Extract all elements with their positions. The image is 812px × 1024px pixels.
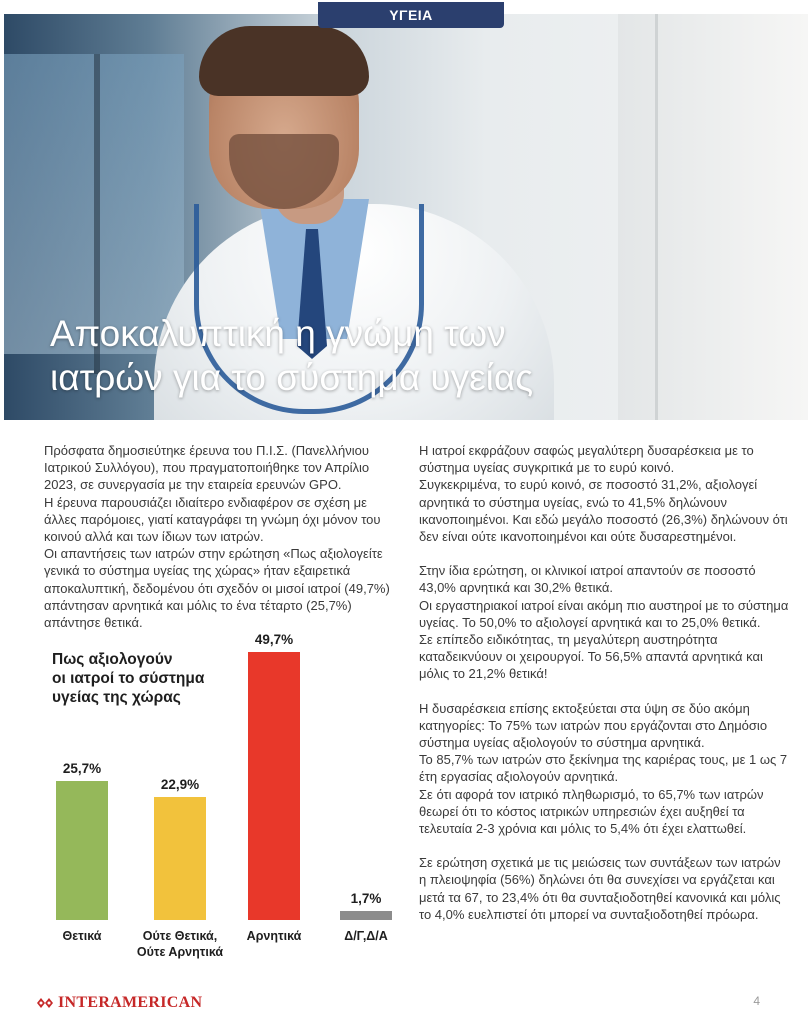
right-column xyxy=(419,442,791,923)
right-paragraph: Η δυσαρέσκεια επίσης εκτοξεύεται στα ύψη σε δύο ακόμη κατηγορίες: Το 75% των ιατρών που εργάζονται στο Δημόσιο σύστημα υγείας αξιολογούν το σύστημα αρνητικά. xyxy=(419,700,768,751)
brand-logo xyxy=(36,994,202,1012)
chart-category-label: Αρνητικά xyxy=(246,929,302,943)
doctor-hair xyxy=(199,26,369,96)
chart-bar xyxy=(154,797,206,920)
right-paragraph: Οι εργαστηριακοί ιατροί είναι ακόμη πιο αυστηροί με το σύστημα υγείας. Το 50,0% το αξιολογεί αρνητικά και το 25,0% θετικά. xyxy=(419,597,789,630)
left-paragraph: Οι απαντήσεις των ιατρών στην ερώτηση «Πως αξιολογείτε γενικά το σύστημα υγείας της χώρας» ήταν εξαιρετικά αποκαλυπτική, δεδομένου ότι σχεδόν οι μισοί ιατροί (49,7%) απάντησαν αρνητικά και μόλις το ένα τέταρτο (25,7%) απάντησε θετικά. xyxy=(44,546,390,631)
chart-bar xyxy=(56,781,108,920)
section-tab xyxy=(318,2,504,28)
right-paragraph: Στην ίδια ερώτηση, οι κλινικοί ιατροί απαντούν σε ποσοστό 43,0% αρνητικά και 30,2% θετικά. xyxy=(419,563,756,596)
right-paragraph: Σε επίπεδο ειδικότητας, τη μεγαλύτερη αυστηρότητα καταδεικνύουν οι χειρουργοί. Το 56,5% απαντά αρνητικά και μόλις το 21,2% θετικά! xyxy=(419,632,763,682)
brand-name: INTERAMERICAN xyxy=(58,994,203,1011)
right-paragraph: Συγκεκριμένα, το ευρύ κοινό, σε ποσοστό 31,2%, αξιολογεί αρνητικά το σύστημα υγείας, ενώ το 41,5% δηλώνουν ικανοποιημένοι. Και εδώ μεγάλο ποσοστό (26,3%) δηλώνουν ότι δεν είναι ούτε ικανοποιημένοι και ούτε δυσαρεστημένοι. xyxy=(419,477,788,545)
interamerican-logo-icon xyxy=(36,995,54,1011)
chart-value-label: 22,9% xyxy=(160,776,200,792)
chart-value-label: 49,7% xyxy=(254,632,294,647)
right-paragraph: Σε ότι αφορά τον ιατρικό πληθωρισμό, το 65,7% των ιατρών θεωρεί ότι το κόστος ιατρικών υπηρεσιών έχει αυξηθεί τα τελευταία 2-3 χρόνια και μόλις το 5,4% ότι έχει ελαττωθεί. xyxy=(419,786,764,837)
right-paragraph: Η ιατροί εκφράζουν σαφώς μεγαλύτερη δυσαρέσκεια με το σύστημα υγείας συγκριτικά με το ευρύ κοινό. xyxy=(419,443,754,476)
bar-chart xyxy=(36,620,412,960)
chart-category-label: Δ/Γ,Δ/Α xyxy=(344,929,388,943)
chart-bar xyxy=(340,911,392,920)
page-headline xyxy=(50,312,770,400)
chart-category-label: Ούτε Θετικά, Ούτε Αρνητικά xyxy=(136,929,224,959)
chart-title-line: Πως αξιολογούν xyxy=(52,651,173,668)
page-number: 4 xyxy=(753,994,760,1008)
right-paragraph: Σε ερώτηση σχετικά με τις μειώσεις των συντάξεων των ιατρών η πλειοψηφία (56%) δηλώνει ότι θα συνεχίσει να εργάζεται και μετά τα 67, το 23,4% ότι θα συνταξιοδοτηθεί κανονικά και μόλις το 4,0% ευελπιστεί ότι μπορεί να συνταξιοδοτηθεί πρόωρα. xyxy=(419,855,781,922)
chart-value-label: 1,7% xyxy=(350,890,382,906)
chart-title xyxy=(52,650,262,707)
headline-line-2: ιατρών για το σύστημα υγείας xyxy=(50,357,534,398)
chart-value-label: 25,7% xyxy=(62,761,102,777)
chart-category-label: Θετικά xyxy=(62,929,102,943)
right-paragraph: Το 85,7% των ιατρών στο ξεκίνημα της καριέρας τους, με 1 ως 7 έτη εργασίας αξιολογούν αρνητικά. xyxy=(419,752,788,785)
section-label: ΥΓΕΙΑ xyxy=(389,7,433,23)
left-paragraph: Πρόσφατα δημοσιεύτηκε έρευνα του Π.Ι.Σ. (Πανελλήνιου Ιατρικού Συλλόγου), που πραγματοποιήθηκε τον Απρίλιο 2023, σε συνεργασία με την εταιρεία ερευνών GPO. xyxy=(44,443,370,493)
left-column xyxy=(44,442,394,631)
chart-title-line: οι ιατροί το σύστημα xyxy=(52,670,205,687)
chart-bar xyxy=(248,652,300,920)
headline-line-1: Αποκαλυπτική η γνώμη των xyxy=(50,313,506,354)
left-paragraph: Η έρευνα παρουσιάζει ιδιαίτερο ενδιαφέρον σε σχέση με άλλες παρόμοιες, γιατί καταγράφει τη γνώμη όχι μόνον του κοινού αλλά και των ίδιων των ιατρών. xyxy=(44,494,381,545)
chart-title-line: υγείας της χώρας xyxy=(52,689,181,706)
